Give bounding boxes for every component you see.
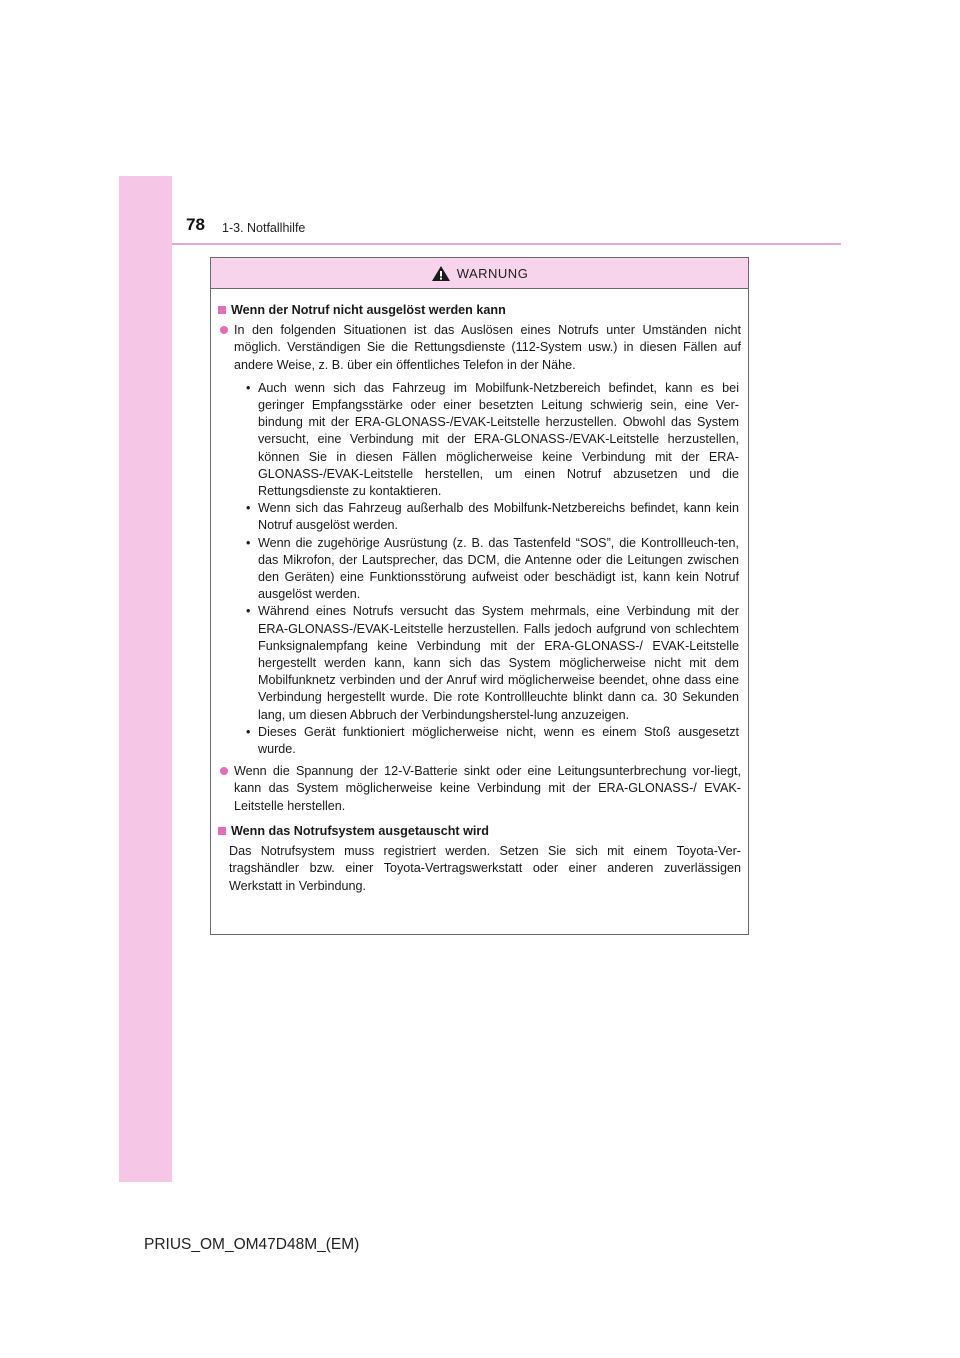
warning-triangle-icon bbox=[431, 265, 451, 282]
list-item: • Wenn sich das Fahrzeug außerhalb des Mobilfunk-Netzbereichs befindet, kann kein Notruf ausgelöst werden. bbox=[246, 501, 739, 533]
square-bullet-icon bbox=[218, 306, 226, 314]
list-item-text: Auch wenn sich das Fahrzeug im Mobilfunk-Netzbereich befindet, kann es bei geringer Empfangsstärke oder einer besetzten Leitung schwierig sein, eine Ver-bindung mit der ERA-GLONASS-/EVAK-Leitstelle herzustellen. Obwohl das System versucht, eine Verbindung mit der ERA-GLONASS-/EVAK-Leitstelle herzustellen, können Sie in diesen Fällen möglicherweise keine Verbindung mit der ERA-GLONASS-/EVAK-Leitstelle herstellen, um einen Notruf abzusetzen und die Rettungsdienste zu kontaktieren. bbox=[258, 380, 739, 499]
bullet-paragraph bbox=[218, 763, 741, 815]
list-item-text: Wenn sich das Fahrzeug außerhalb des Mobilfunk-Netzbereichs befindet, kann kein Notruf ausgelöst werden. bbox=[258, 501, 739, 533]
paragraph: Das Notrufsystem muss registriert werden. Setzen Sie sich mit einem Toyota-Ver-tragshändler bzw. einer Toyota-Vertragswerkstatt oder einer anderen zuverlässigen Werkstatt in Verbindung. bbox=[229, 844, 741, 893]
circle-bullet-icon bbox=[220, 326, 228, 334]
section-heading-text: Wenn der Notruf nicht ausgelöst werden kann bbox=[231, 303, 506, 317]
sub-list bbox=[218, 380, 741, 758]
section-title: 1-3. Notfallhilfe bbox=[222, 221, 306, 235]
warning-box bbox=[210, 257, 749, 935]
list-item-text: Während eines Notrufs versucht das System mehrmals, eine Verbindung mit der ERA-GLONASS-/EVAK-Leitstelle herzustellen. Falls jedoch aufgrund von schlechtem Funksignalempfang keine Verbindung mit der ERA-GLONASS-/ EVAK-Leitstelle hergestellt werden kann, kann sich das System möglicherweise nicht mit dem Mobilfunknetz verbinden und der Anruf wird möglicherweise beendet, ohne dass eine Verbindung hergestellt wurde. Die rote Kontrollleuchte blinkt dann ca. 30 Sekunden lang, um diesen Abbruch der Verbindungsherstel-lung anzuzeigen. bbox=[258, 604, 739, 722]
warning-header bbox=[211, 258, 748, 289]
bullet-text: Wenn die Spannung der 12-V-Batterie sinkt oder eine Leitungsunterbrechung vor-liegt, kann das System möglicherweise keine Verbindung mit der ERA-GLONASS-/ EVAK-Leitstelle herstellen. bbox=[234, 764, 741, 813]
list-item: • Während eines Notrufs versucht das System mehrmals, eine Verbindung mit der ERA-GLONASS-/EVAK-Leitstelle herzustellen. Falls jedoch aufgrund von schlechtem Funksignalempfang keine Verbindung mit der ERA-GLONASS-/ EVAK-Leitstelle hergestellt werden kann, kann sich das System möglicherweise nicht mit dem Mobilfunknetz verbinden und der Anruf wird möglicherweise beendet, ohne dass eine Verbindung hergestellt wurde. Die rote Kontrollleuchte blinkt dann ca. 30 Sekunden lang, um diesen Abbruch der Verbindungsherstel-lung anzuzeigen. bbox=[246, 604, 739, 722]
list-item: • Dieses Gerät funktioniert möglicherweise nicht, wenn es einem Stoß ausgesetzt wurde. bbox=[246, 724, 739, 757]
page-side-tab bbox=[119, 176, 172, 1182]
warning-body bbox=[211, 289, 748, 895]
section-heading-text: Wenn das Notrufsystem ausgetauscht wird bbox=[231, 823, 489, 838]
warning-title: WARNUNG bbox=[456, 265, 529, 281]
list-item-text: Dieses Gerät funktioniert möglicherweise nicht, wenn es einem Stoß ausgesetzt wurde. bbox=[258, 724, 739, 757]
section-heading bbox=[218, 302, 741, 319]
section-heading bbox=[218, 823, 741, 840]
bullet-paragraph bbox=[218, 322, 741, 374]
page-number: 78 bbox=[186, 215, 205, 234]
list-item-text: Wenn die zugehörige Ausrüstung (z. B. das Tastenfeld “SOS”, die Kontrollleuch-ten, das Mikrofon, der Lautsprecher, das DCM, die Antenne oder die Leitungen zwischen den Geräten) eine Funktionsstörung aufweist oder beschädigt ist, kann kein Notruf ausgelöst werden. bbox=[258, 535, 739, 602]
header-rule bbox=[172, 243, 841, 245]
list-item: • Auch wenn sich das Fahrzeug im Mobilfunk-Netzbereich befindet, kann es bei geringer Empfangsstärke oder einer besetzten Leitung schwierig sein, eine Ver-bindung mit der ERA-GLONASS-/EVAK-Leitstelle herzustellen. Obwohl das System versucht, eine Verbindung mit der ERA-GLONASS-/EVAK-Leitstelle herzustellen, können Sie in diesen Fällen möglicherweise keine Verbindung mit der ERA-GLONASS-/EVAK-Leitstelle herstellen, um einen Notruf abzusetzen und die Rettungsdienste zu kontaktieren. bbox=[246, 380, 739, 499]
bullet-text: In den folgenden Situationen ist das Auslösen eines Notrufs unter Umständen nicht möglich. Verständigen Sie die Rettungsdienste (112-System usw.) in diesen Fällen auf andere Weise, z. B. über ein öffentliches Telefon in der Nähe. bbox=[234, 323, 741, 372]
circle-bullet-icon bbox=[220, 767, 228, 775]
list-item: • Wenn die zugehörige Ausrüstung (z. B. das Tastenfeld “SOS”, die Kontrollleuch-ten, das Mikrofon, der Lautsprecher, das DCM, die Antenne oder die Leitungen zwischen den Geräten) eine Funktionsstörung aufweist oder beschädigt ist, kann kein Notruf ausgelöst werden. bbox=[246, 535, 739, 602]
document-code: PRIUS_OM_OM47D48M_(EM) bbox=[144, 1236, 360, 1253]
square-bullet-icon bbox=[218, 827, 226, 835]
